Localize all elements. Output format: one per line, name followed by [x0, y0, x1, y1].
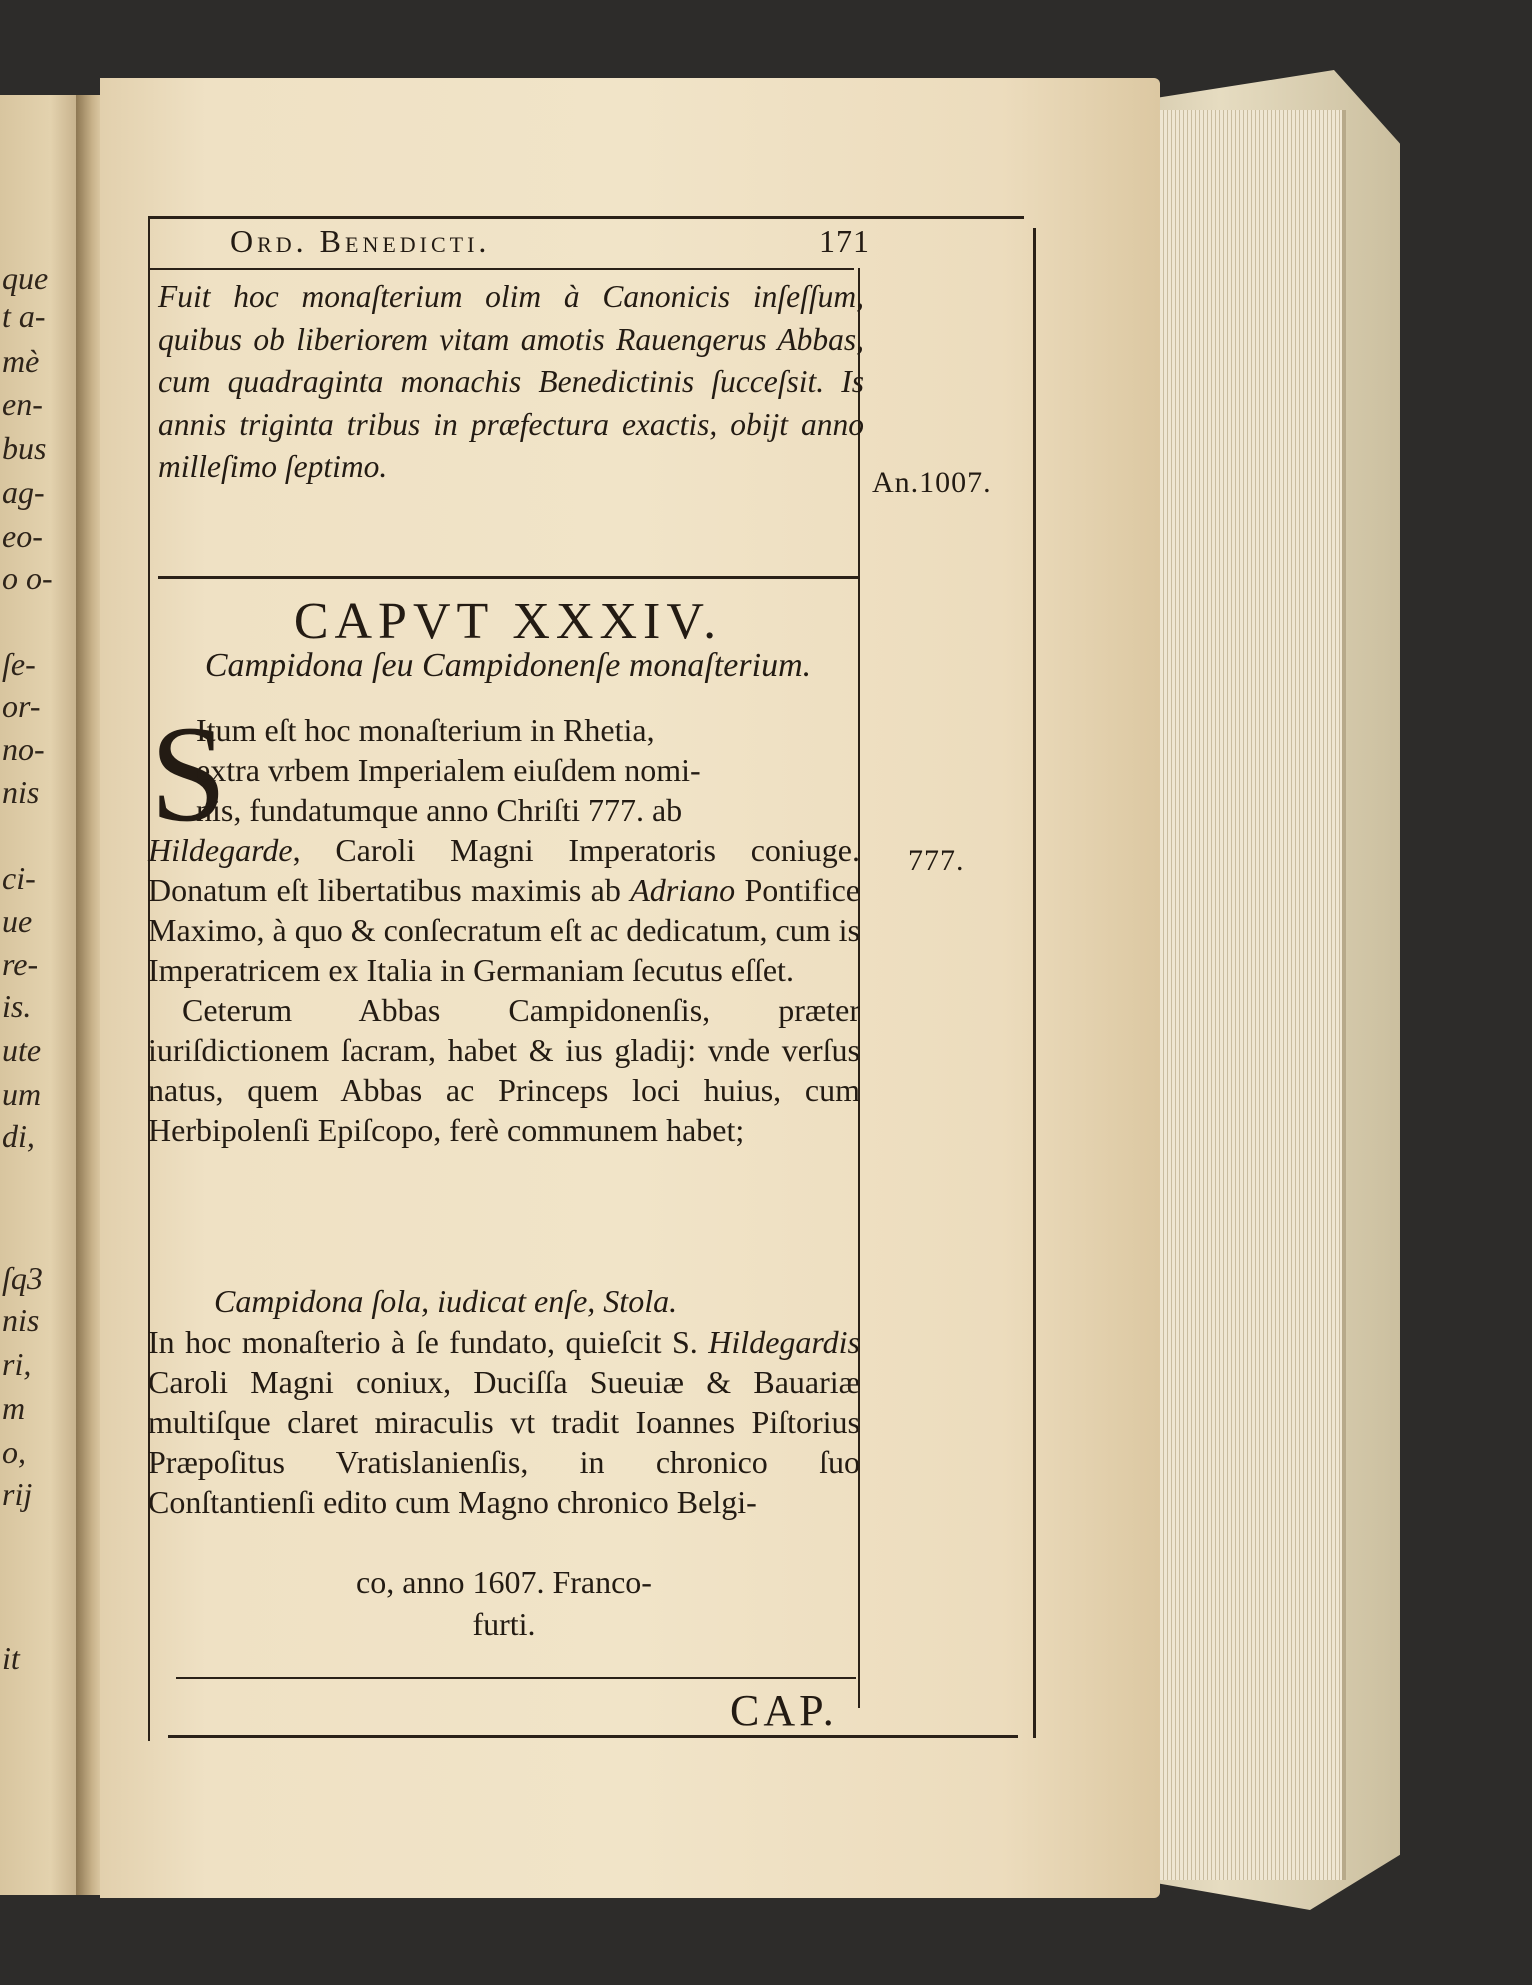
paragraph-line: extra vrbem Imperialem eiuſdem nomi- [196, 752, 701, 788]
left-fragment: rij [2, 1476, 33, 1512]
catchword: CAP. [730, 1686, 838, 1735]
left-fragment: ci- [2, 860, 36, 896]
left-fragment: di, [2, 1118, 35, 1154]
left-fragment: is. [2, 988, 32, 1024]
left-fragment: bus [2, 430, 47, 466]
paragraph-line: nis, fundatumque anno Chriſti 777. ab [196, 792, 683, 828]
left-fragment: nis [2, 1302, 40, 1338]
left-fragment: mè [2, 343, 40, 379]
page-block-edge [1152, 110, 1346, 1880]
left-fragment: o, [2, 1434, 26, 1470]
name-hildegarde: Hildegarde [148, 832, 293, 868]
frame-bottom-rule [168, 1735, 1018, 1738]
paragraph-text: In hoc monaſterio à ſe fundato, quieſcit S. [148, 1324, 709, 1360]
name-adriano: Adriano [630, 872, 736, 908]
text-bottom-rule [176, 1677, 856, 1679]
left-fragment: re- [2, 946, 39, 982]
left-fragment: ri, [2, 1346, 32, 1382]
left-fragment: ſe- [2, 646, 36, 682]
chapter-title: CAPVT XXXIV. [293, 593, 723, 650]
margin-note-1007: An.1007. [872, 466, 992, 499]
left-fragment: ſq3 [2, 1260, 43, 1296]
paragraph-text: Caroli Magni coniux, Duciſſa Sueuiæ & Bauariæ multiſque claret miraculis vt tradit Ioannes Piſtorius Præpoſitus Vratislanienſis, in chronico ſuo Conſtantienſi edito cum Magno chronico Belgi- [148, 1364, 860, 1520]
frame-top-rule [148, 216, 1024, 219]
left-fragment: ue [2, 903, 33, 939]
paragraph-text: Pontifice Maximo, à quo & conſecratum eſt ac dedicatum, cum is Imperatricem ex Italia in Germaniam ſecutus eſſet. [148, 872, 861, 988]
paragraph-tail: furti. [472, 1606, 536, 1642]
left-fragment: ag- [2, 474, 45, 510]
page-number: 171 [819, 223, 870, 259]
left-fragment: ute [2, 1032, 42, 1068]
left-fragment: it [2, 1640, 20, 1676]
paragraph-tail: co, anno 1607. Franco- [356, 1564, 652, 1600]
margin-note-777: 777. [908, 844, 965, 877]
left-fragment: que [2, 260, 49, 296]
second-paragraph: Ceterum Abbas Campidonenſis, præter iuriſdictionem ſacram, habet & ius gladij: vnde verſus natus, quem Abbas ac Princeps loci huius, cum Herbipolenſi Epiſcopo, ferè communem habet; [148, 992, 860, 1148]
left-fragment: t a- [2, 298, 46, 334]
header-title: Ord. Benedicti. [230, 223, 491, 259]
header-underline [148, 268, 854, 270]
left-fragment: or- [2, 688, 41, 724]
left-fragment: nis [2, 774, 40, 810]
section-rule [158, 576, 858, 579]
name-hildegardis: Hildegardis [708, 1324, 860, 1360]
frame-right-rule [1033, 228, 1036, 1738]
paragraph-line: Itum eſt hoc monaſterium in Rhetia, [196, 712, 655, 748]
left-fragment: um [2, 1076, 42, 1112]
main-paragraph [148, 710, 860, 1150]
left-fragment: en- [2, 386, 43, 422]
drop-cap: S [150, 697, 227, 850]
left-fragment: eo- [2, 518, 43, 554]
left-fragment: o o- [2, 560, 53, 596]
third-paragraph [148, 1322, 860, 1522]
verse-line: Campidona ſola, iudicat enſe, Stola. [214, 1283, 678, 1319]
chapter-subtitle: Campidona ſeu Campidonenſe monaſterium. [204, 647, 812, 684]
left-fragment: no- [2, 731, 45, 767]
paragraph-text: , Caroli Magni Imperatoris coniuge. Donatum eſt libertatibus maximis ab [148, 832, 860, 908]
left-fragment: m [2, 1390, 26, 1426]
intro-paragraph: Fuit hoc monaſterium olim à Canonicis inſeſſum, quibus ob liberiorem vitam amotis Rauengerus Abbas, cum quadraginta monachis Benedictinis ſucceſsit. Is annis triginta tribus in præfectura exactis, obijt anno milleſimo ſeptimo. [158, 279, 864, 484]
running-header [230, 223, 870, 263]
